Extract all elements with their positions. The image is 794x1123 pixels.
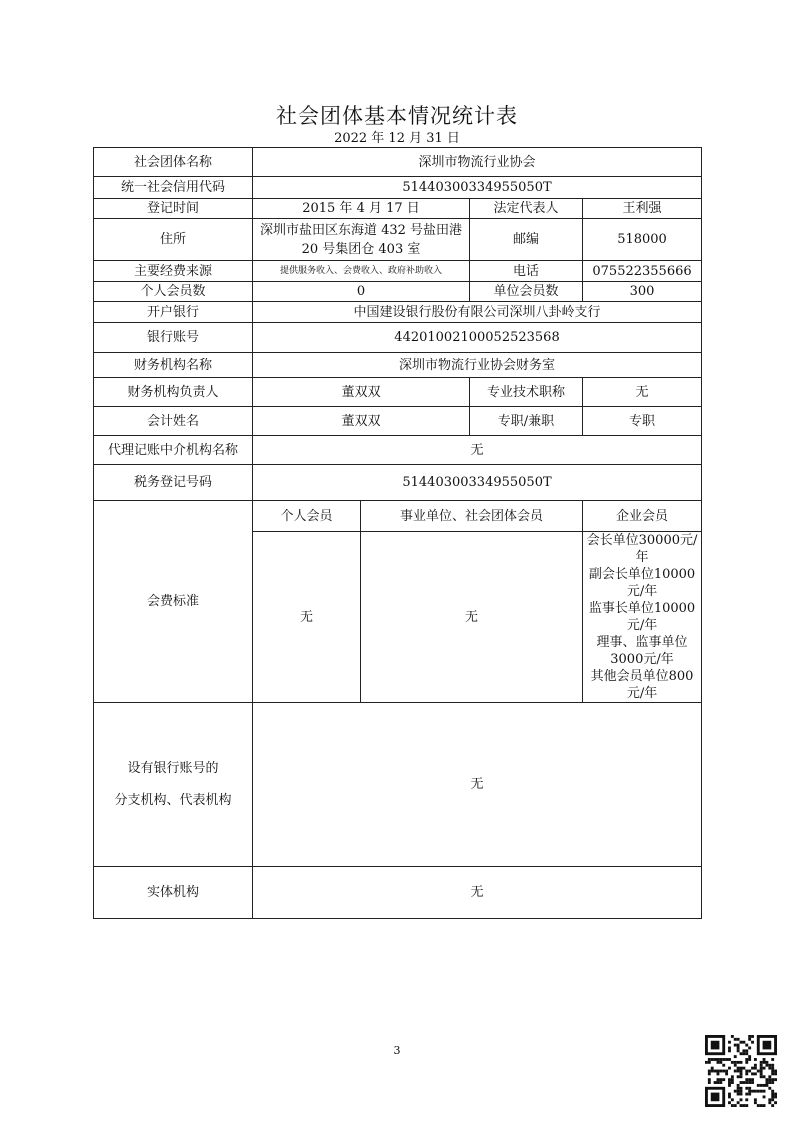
phone-label: 电话 — [470, 261, 583, 282]
credit-code-value: 51440300334955050T — [253, 177, 702, 199]
name-label: 社会团体名称 — [94, 148, 253, 177]
individual-members-label: 个人会员数 — [94, 282, 253, 302]
individual-members-value: 0 — [253, 282, 470, 302]
table-row — [94, 703, 702, 867]
table-row — [94, 378, 702, 407]
fee-value-enterprise — [583, 532, 702, 703]
table-row — [94, 407, 702, 436]
tax-number-value: 51440300334955050T — [253, 465, 702, 501]
branch-label — [94, 703, 253, 867]
table-row — [94, 177, 702, 199]
agency-label: 代理记账中介机构名称 — [94, 436, 253, 465]
zip-label: 邮编 — [470, 219, 583, 261]
fulltime-value: 专职 — [583, 407, 702, 436]
table-row — [94, 465, 702, 501]
report-date: 2022 年 12 月 31 日 — [334, 131, 460, 146]
fee-line: 其他会员单位800元/年 — [590, 669, 694, 701]
table-row — [94, 436, 702, 465]
fee-header-institution: 事业单位、社会团体会员 — [361, 501, 583, 532]
bank-value: 中国建设银行股份有限公司深圳八卦岭支行 — [253, 302, 702, 323]
tax-number-label: 税务登记号码 — [94, 465, 253, 501]
finance-dept-value: 深圳市物流行业协会财务室 — [253, 353, 702, 378]
table-row — [94, 148, 702, 177]
phone-value: 075522355666 — [583, 261, 702, 282]
page-number: 3 — [393, 1044, 401, 1057]
table-row — [94, 867, 702, 919]
legal-rep-value: 王利强 — [583, 199, 702, 219]
registration-date-value: 2015 年 4 月 17 日 — [253, 199, 470, 219]
bank-label: 开户银行 — [94, 302, 253, 323]
table-row — [94, 323, 702, 353]
unit-members-label: 单位会员数 — [470, 282, 583, 302]
fee-line: 副会长单位10000元/年 — [588, 567, 696, 599]
table-row — [94, 353, 702, 378]
fee-line: 会长单位30000元/年 — [586, 533, 698, 565]
branch-value: 无 — [253, 703, 702, 867]
accountant-value: 董双双 — [253, 407, 470, 436]
registration-date-label: 登记时间 — [94, 199, 253, 219]
professional-title-value: 无 — [583, 378, 702, 407]
fee-line: 监事长单位10000元/年 — [588, 601, 696, 633]
legal-rep-label: 法定代表人 — [470, 199, 583, 219]
statistics-table — [93, 147, 702, 919]
bank-account-label: 银行账号 — [94, 323, 253, 353]
zip-value: 518000 — [583, 219, 702, 261]
fee-standard-label: 会费标准 — [94, 501, 253, 703]
fulltime-label: 专职/兼职 — [470, 407, 583, 436]
table-row — [94, 282, 702, 302]
accountant-label: 会计姓名 — [94, 407, 253, 436]
entity-value: 无 — [253, 867, 702, 919]
table-row — [94, 501, 702, 532]
table-row — [94, 261, 702, 282]
unit-members-value: 300 — [583, 282, 702, 302]
funding-source-label: 主要经费来源 — [94, 261, 253, 282]
branch-label-line: 分支机构、代表机构 — [114, 792, 232, 808]
finance-head-value: 董双双 — [253, 378, 470, 407]
page-title: 社会团体基本情况统计表 — [276, 104, 518, 128]
fee-value-individual: 无 — [253, 532, 361, 703]
table-row — [94, 219, 702, 261]
funding-source-value: 提供服务收入、会费收入、政府补助收入 — [253, 261, 470, 282]
fee-value-institution: 无 — [361, 532, 583, 703]
table-row — [94, 302, 702, 323]
name-value: 深圳市物流行业协会 — [253, 148, 702, 177]
fee-header-enterprise: 企业会员 — [583, 501, 702, 532]
finance-dept-label: 财务机构名称 — [94, 353, 253, 378]
bank-account-value: 44201002100052523568 — [253, 323, 702, 353]
fee-header-individual: 个人会员 — [253, 501, 361, 532]
credit-code-label: 统一社会信用代码 — [94, 177, 253, 199]
table-row — [94, 199, 702, 219]
address-value: 深圳市盐田区东海道 432 号盐田港 20 号集团仓 403 室 — [253, 219, 470, 261]
agency-value: 无 — [253, 436, 702, 465]
finance-head-label: 财务机构负责人 — [94, 378, 253, 407]
branch-label-line: 设有银行账号的 — [127, 760, 219, 776]
entity-label: 实体机构 — [94, 867, 253, 919]
qr-code-icon — [705, 1035, 777, 1107]
professional-title-label: 专业技术职称 — [470, 378, 583, 407]
address-label: 住所 — [94, 219, 253, 261]
fee-line: 理事、监事单位3000元/年 — [596, 635, 688, 667]
